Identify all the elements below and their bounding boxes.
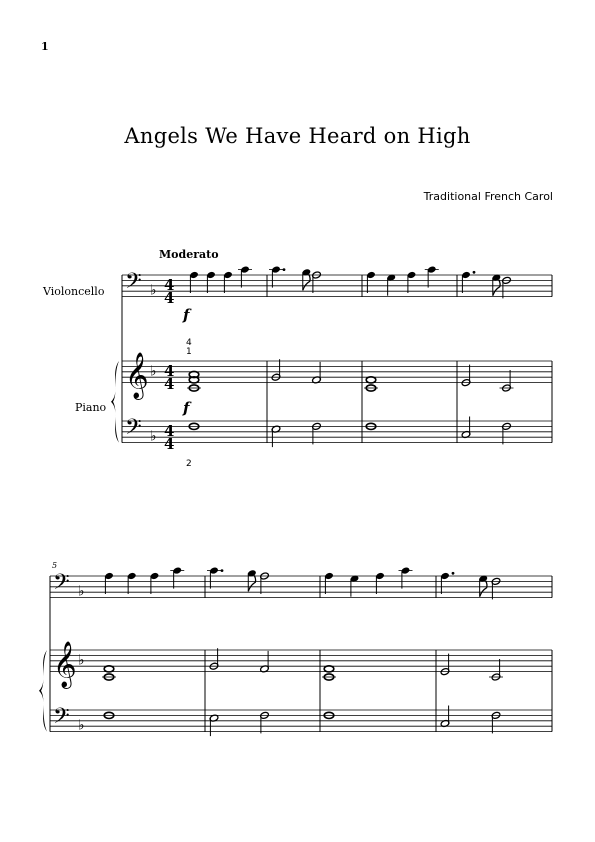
instrument-name-cello: Violoncello [43, 285, 105, 298]
key-signature-flat: ♭ [150, 282, 157, 299]
measure-number: 5 [52, 561, 58, 570]
bass-clef: 𝄢 [53, 704, 70, 735]
time-signature-denominator-piano-bass: 4 [164, 435, 175, 453]
time-signature-numerator-piano-treble: 4 [164, 362, 175, 380]
note-whole [324, 666, 334, 672]
fingering-second: 1 [186, 347, 192, 357]
fingering-bass: 2 [186, 459, 192, 469]
bass-clef: 𝄢 [125, 415, 142, 446]
grand-staff-brace [111, 361, 119, 443]
key-signature-flat: ♭ [150, 363, 157, 380]
time-signature-denominator-piano-treble: 4 [164, 375, 175, 393]
dynamic-forte-cello: f [183, 306, 190, 324]
note-flag [493, 280, 500, 296]
bass-clef: 𝄢 [125, 269, 142, 300]
augmentation-dot [473, 271, 476, 274]
page-number: 1 [41, 40, 49, 53]
time-signature-denominator-cello: 4 [164, 289, 175, 307]
note-whole [104, 666, 114, 672]
treble-clef: 𝄞 [53, 641, 77, 688]
augmentation-dot [452, 572, 455, 575]
augmentation-dot [221, 569, 224, 572]
note-whole [366, 377, 376, 383]
key-signature-flat: ♭ [78, 717, 85, 734]
note-flag [303, 274, 310, 290]
notation-layer [39, 265, 552, 736]
composer-credit: Traditional French Carol [423, 190, 553, 203]
instrument-name-piano: Piano [75, 401, 107, 414]
time-signature-numerator-piano-bass: 4 [164, 422, 175, 440]
augmentation-dot [283, 268, 286, 271]
treble-clef: 𝄞 [125, 352, 149, 399]
key-signature-flat: ♭ [78, 652, 85, 669]
fingering-top: 4 [186, 338, 192, 348]
dynamic-forte-piano: f [183, 399, 190, 417]
grand-staff-brace [39, 650, 47, 732]
key-signature-flat: ♭ [78, 583, 85, 600]
tempo-marking: Moderato [159, 248, 219, 261]
note-flag [480, 581, 487, 597]
score-title: Angels We Have Heard on High [124, 124, 471, 148]
key-signature-flat: ♭ [150, 428, 157, 445]
time-signature-numerator-cello: 4 [164, 276, 175, 294]
bass-clef: 𝄢 [53, 570, 70, 601]
note-flag [248, 575, 255, 591]
